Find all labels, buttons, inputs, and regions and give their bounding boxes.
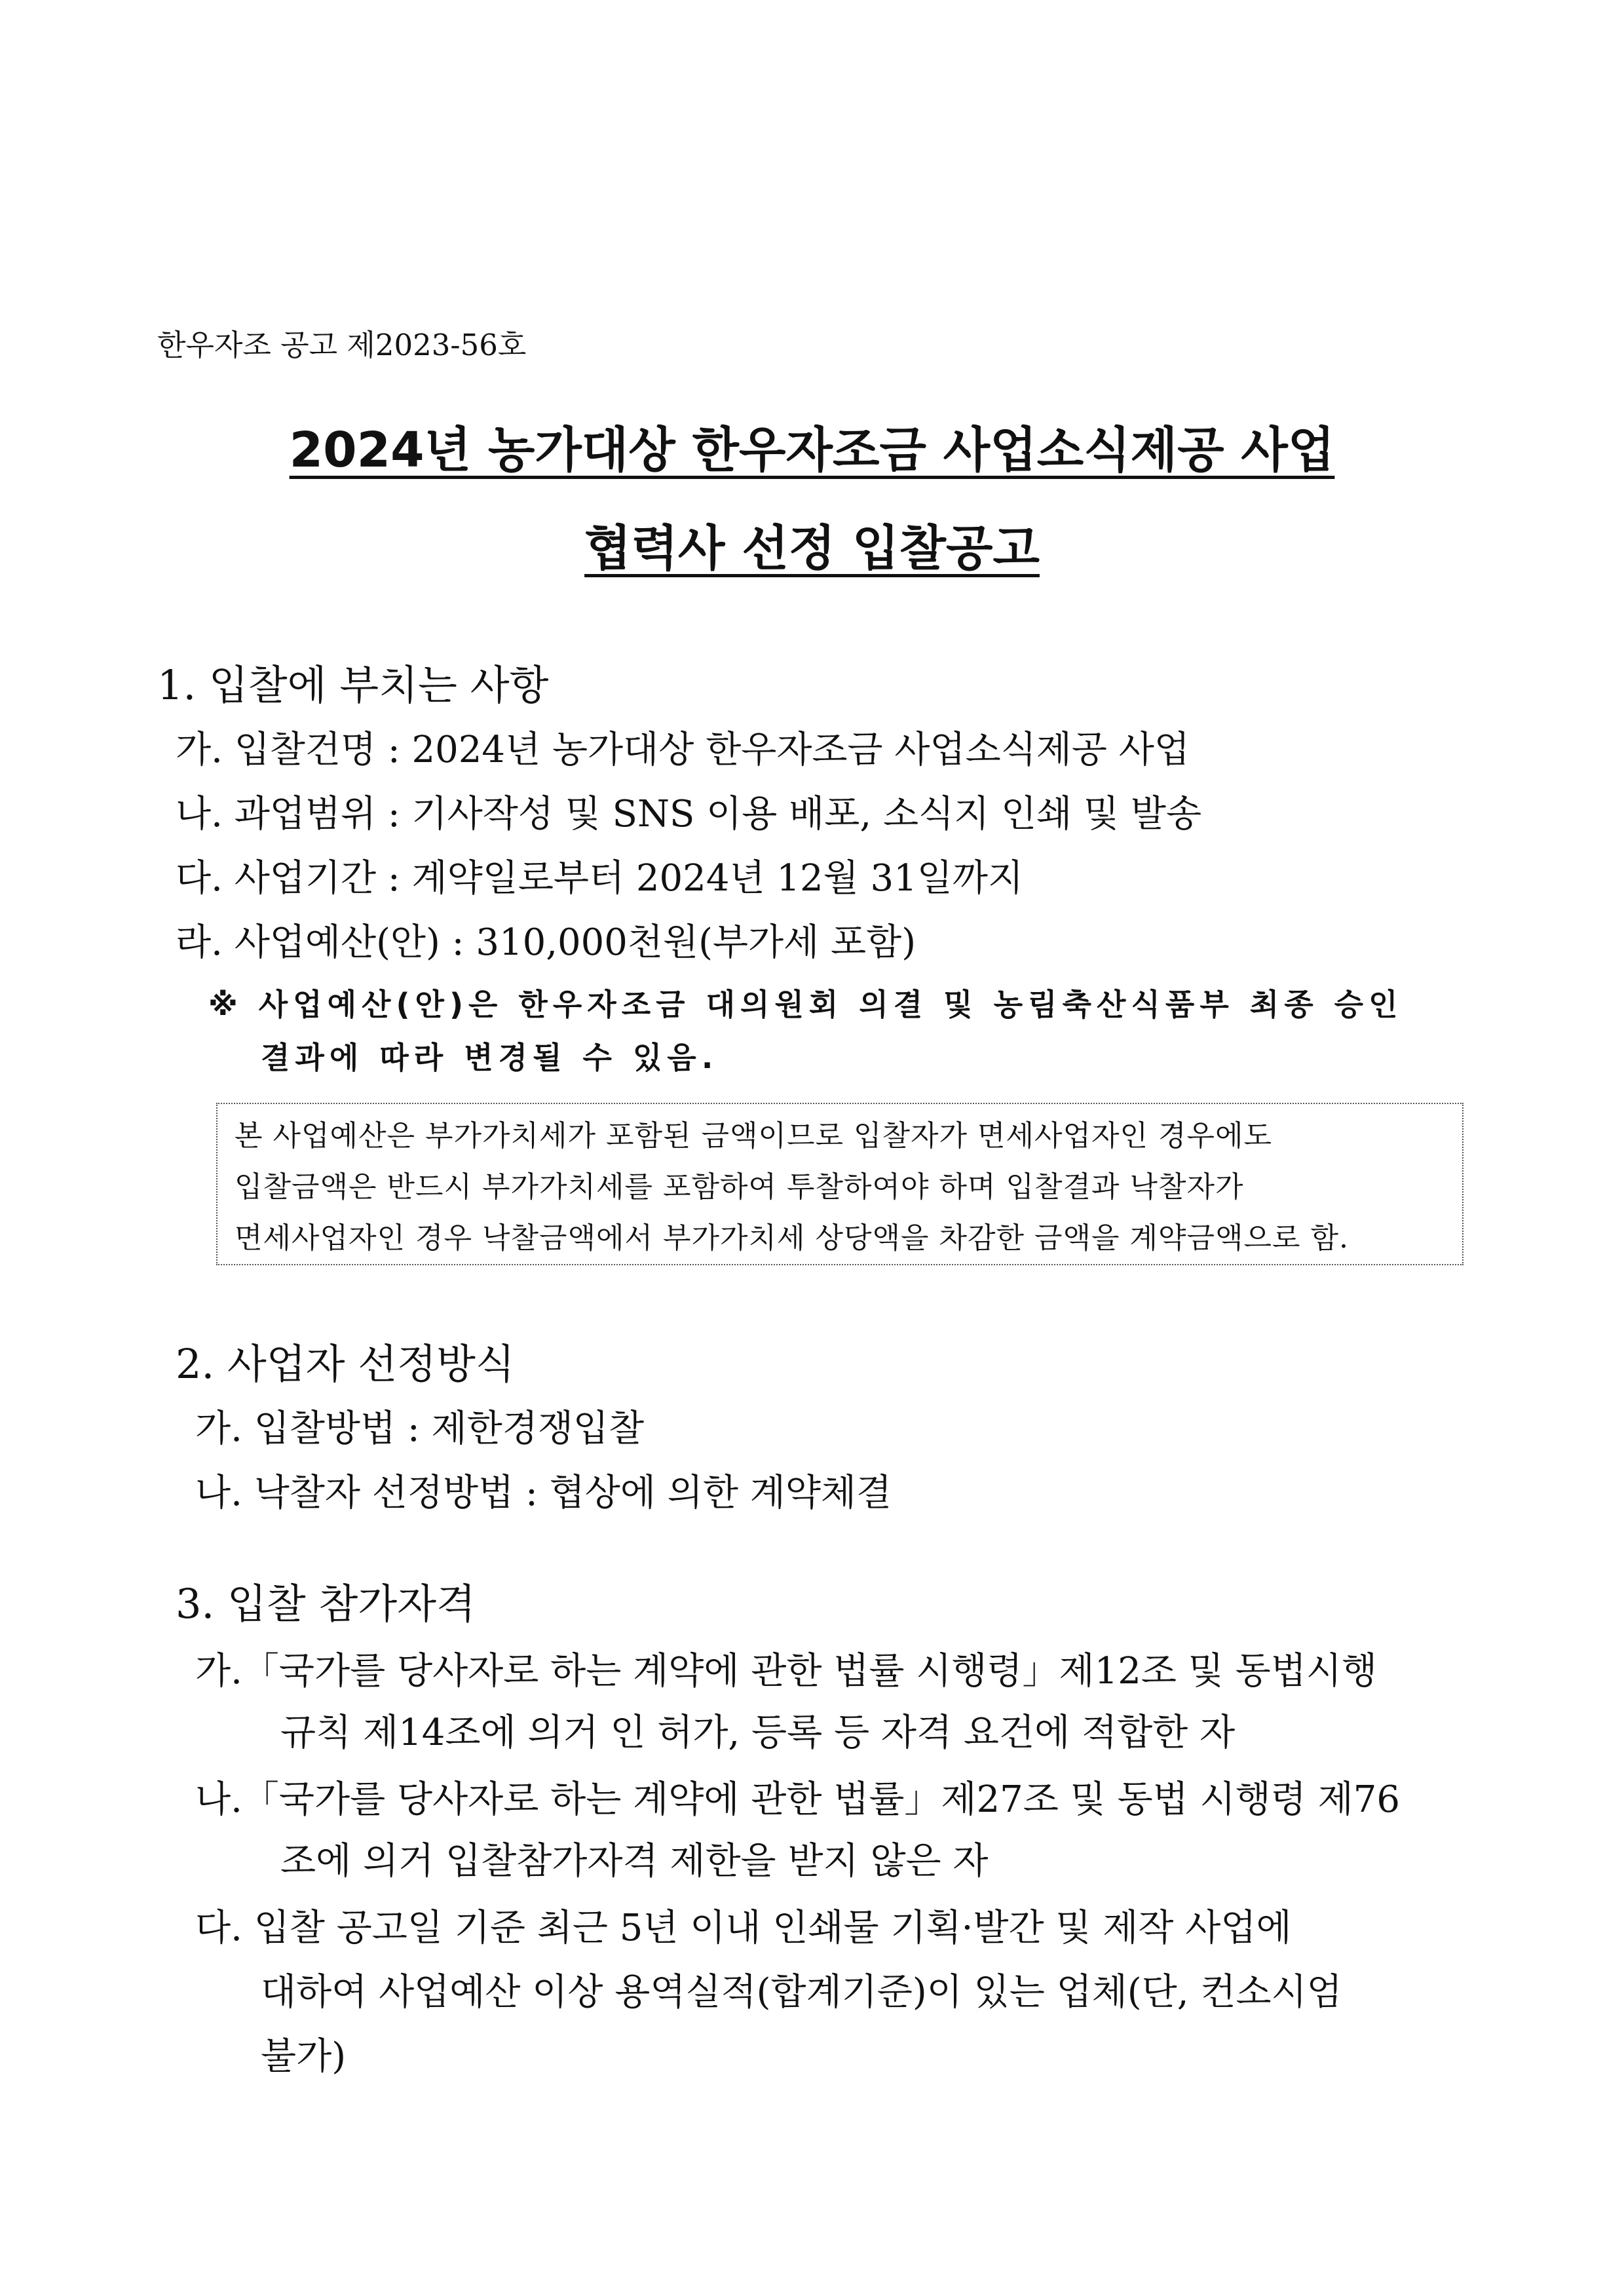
section-2-item-na: 나. 낙찰자 선정방법 : 협상에 의한 계약체결 xyxy=(195,1472,892,1514)
section-1-item-ra: 라. 사업예산(안) : 310,000천원(부가세 포함) xyxy=(176,921,916,964)
budget-note-line-1: ※ 사업예산(안)은 한우자조금 대의원회 의결 및 농림축산식품부 최종 승인 xyxy=(208,987,1403,1022)
section-3-item-da-line-1: 다. 입찰 공고일 기준 최근 5년 이내 인쇄물 기획·발간 및 제작 사업에 xyxy=(195,1907,1292,1949)
document-title-line-2: 협력사 선정 입찰공고 xyxy=(584,520,1040,577)
section-3-item-da-line-2: 대하여 사업예산 이상 용역실적(합계기준)이 있는 업체(단, 컨소시엄 xyxy=(261,1971,1342,2014)
vat-notice-line-3: 면세사업자인 경우 낙찰금액에서 부가가치세 상당액을 차감한 금액을 계약금액으로 함. xyxy=(235,1221,1350,1255)
section-1-item-da: 다. 사업기간 : 계약일로부터 2024년 12월 31일까지 xyxy=(176,857,1024,900)
section-3-heading: 3. 입찰 참가자격 xyxy=(176,1580,476,1628)
section-3-item-ga-line-1: 가.「국가를 당사자로 하는 계약에 관한 법률 시행령」제12조 및 동법시행 xyxy=(195,1650,1378,1693)
section-3-item-na-line-2: 조에 의거 입찰참가자격 제한을 받지 않은 자 xyxy=(280,1840,989,1883)
vat-notice-line-1: 본 사업예산은 부가가치세가 포함된 금액이므로 입찰자가 면세사업자인 경우에도 xyxy=(235,1119,1273,1153)
budget-note-line-2: 결과에 따라 변경될 수 있음. xyxy=(261,1040,719,1075)
section-3-item-ga-line-2: 규칙 제14조에 의거 인 허가, 등록 등 자격 요건에 적합한 자 xyxy=(280,1712,1236,1754)
vat-notice-line-2: 입찰금액은 반드시 부가가치세를 포함하여 투찰하여야 하며 입찰결과 낙찰자가 xyxy=(235,1170,1244,1204)
vat-notice-box xyxy=(216,1103,1463,1265)
document-title-line-1: 2024년 농가대상 한우자조금 사업소식제공 사업 xyxy=(289,422,1335,478)
notice-number: 한우자조 공고 제2023-56호 xyxy=(157,328,527,362)
section-1-item-na: 나. 과업범위 : 기사작성 및 SNS 이용 배포, 소식지 인쇄 및 발송 xyxy=(176,793,1202,835)
section-1-heading: 1. 입찰에 부치는 사항 xyxy=(157,661,549,709)
section-3-item-da-line-3: 불가) xyxy=(261,2035,347,2078)
section-2-heading: 2. 사업자 선정방식 xyxy=(176,1340,515,1388)
section-2-item-ga: 가. 입찰방법 : 제한경쟁입찰 xyxy=(195,1407,645,1450)
section-1-item-ga: 가. 입찰건명 : 2024년 농가대상 한우자조금 사업소식제공 사업 xyxy=(176,729,1190,771)
section-3-item-na-line-1: 나.「국가를 당사자로 하는 계약에 관한 법률」제27조 및 동법 시행령 제76 xyxy=(195,1778,1401,1821)
